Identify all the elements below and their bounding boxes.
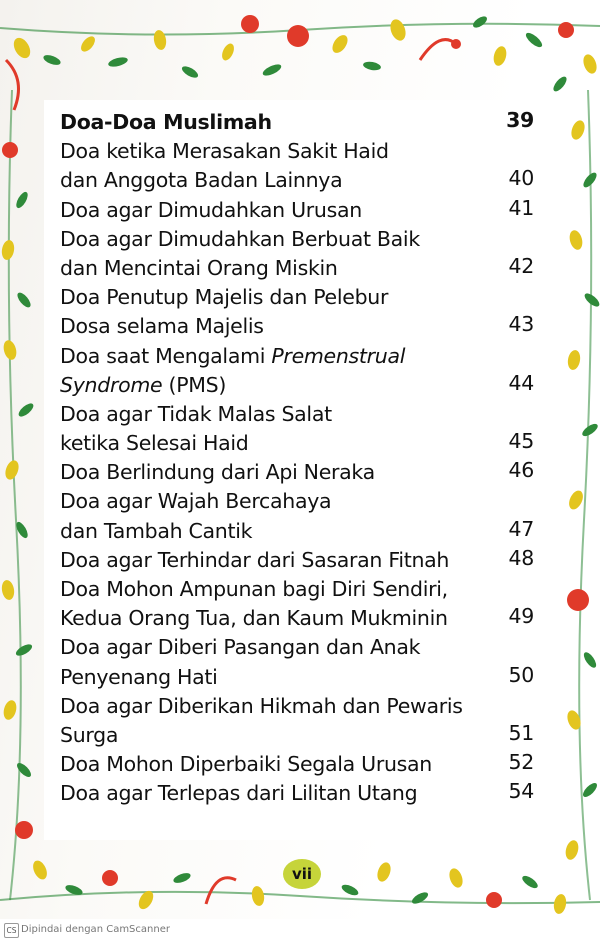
- toc-page-number: 50: [508, 662, 534, 687]
- toc-page-number: 45: [508, 429, 534, 454]
- toc-entry-text: [60, 342, 405, 371]
- toc-italic-text: Premenstrual: [271, 343, 406, 368]
- toc-entry-text: [60, 254, 338, 283]
- toc-entry-text: [60, 663, 218, 692]
- table-of-contents: [60, 108, 534, 809]
- page-number-badge: vii: [283, 859, 321, 889]
- toc-entry-line: [60, 400, 534, 429]
- toc-entry-text: [60, 692, 463, 721]
- toc-main-text: Surga: [60, 722, 119, 747]
- toc-entry-text: [60, 166, 342, 195]
- top-floral-border: [0, 14, 600, 93]
- toc-entry-text: [60, 429, 248, 458]
- toc-entry-line: [60, 254, 534, 283]
- toc-entry-line: [60, 487, 534, 516]
- toc-main-text: Doa Mohon Ampunan bagi Diri Sendiri,: [60, 577, 448, 601]
- left-floral-border: [0, 60, 35, 900]
- toc-entry-text: [60, 633, 420, 662]
- toc-main-text: Kedua Orang Tua, dan Kaum Mukminin: [60, 606, 448, 631]
- toc-entry-text: [60, 137, 389, 166]
- toc-page-number: 46: [508, 458, 534, 483]
- toc-main-text: Doa saat Mengalami: [60, 343, 272, 368]
- toc-entry-text: [60, 196, 362, 225]
- toc-page-number: 40: [508, 166, 534, 191]
- toc-entry-text: [60, 108, 272, 137]
- toc-main-text: Doa agar Wajah Bercahaya: [60, 489, 332, 514]
- toc-main-text: Doa ketika Merasakan Sakit Haid: [60, 139, 389, 164]
- scanner-footer: [0, 919, 600, 941]
- toc-entry-text: [60, 458, 375, 487]
- toc-heading: [60, 108, 534, 137]
- toc-main-text: ketika Selesai Haid: [60, 431, 249, 456]
- toc-main-text: Penyenang Hati: [60, 664, 218, 689]
- toc-page-number: 48: [508, 545, 534, 570]
- toc-main-text: Doa Penutup Majelis dan Pelebur: [60, 285, 389, 310]
- toc-page-number: 44: [508, 370, 534, 395]
- toc-entry-line: [60, 517, 534, 546]
- toc-page-number: 41: [508, 195, 534, 220]
- toc-entry-text: [60, 779, 417, 808]
- toc-entry-line: [60, 575, 534, 604]
- toc-entry-line: [60, 371, 534, 400]
- toc-page-number: 47: [508, 516, 534, 541]
- toc-main-text: dan Tambah Cantik: [60, 518, 253, 543]
- toc-page-number: 52: [508, 750, 534, 775]
- toc-page-number: 42: [508, 253, 534, 278]
- toc-entry-line: [60, 692, 534, 721]
- toc-entry-text: [60, 371, 226, 400]
- toc-page-number: 54: [508, 779, 534, 804]
- toc-entry-line: [60, 721, 534, 750]
- toc-entry-line: [60, 546, 534, 575]
- toc-entry-text: [60, 225, 420, 254]
- toc-main-text: Doa agar Dimudahkan Urusan: [60, 197, 362, 222]
- toc-main-text: Doa agar Diberikan Hikmah dan Pewaris: [60, 693, 463, 718]
- toc-entry-text: [60, 283, 388, 312]
- toc-entry-line: [60, 283, 534, 312]
- toc-entry-text: [60, 750, 432, 779]
- toc-main-text: Doa-Doa Muslimah: [60, 110, 272, 134]
- toc-entry-text: [60, 312, 264, 341]
- toc-main-text: Dosa selama Majelis: [60, 314, 264, 339]
- toc-entry-line: [60, 663, 534, 692]
- toc-entry-line: [60, 342, 534, 371]
- camscanner-logo-icon: CS: [4, 923, 19, 938]
- toc-page-number: 43: [508, 312, 534, 337]
- toc-italic-text: Syndrome: [60, 372, 163, 397]
- toc-main-text: Doa agar Tidak Malas Salat: [60, 401, 332, 426]
- toc-entry-line: [60, 429, 534, 458]
- toc-main-text: (PMS): [162, 372, 227, 397]
- toc-main-text: Doa agar Terhindar dari Sasaran Fitnah: [60, 547, 450, 572]
- toc-entry-text: [60, 400, 332, 429]
- toc-page-number: 39: [506, 108, 534, 132]
- toc-main-text: Doa Mohon Diperbaiki Segala Urusan: [60, 752, 433, 777]
- toc-entry-line: [60, 196, 534, 225]
- toc-main-text: Doa agar Dimudahkan Berbuat Baik: [60, 226, 420, 251]
- toc-entry-line: [60, 779, 534, 808]
- toc-main-text: Doa Berlindung dari Api Neraka: [60, 460, 375, 485]
- toc-entry-text: [60, 575, 448, 604]
- toc-entry-line: [60, 137, 534, 166]
- toc-main-text: dan Anggota Badan Lainnya: [60, 168, 343, 193]
- scanner-watermark-text: Dipindai dengan CamScanner: [21, 924, 170, 935]
- toc-entry-text: [60, 604, 448, 633]
- toc-entry-line: [60, 312, 534, 341]
- toc-entry-line: [60, 604, 534, 633]
- toc-entry-line: [60, 166, 534, 195]
- toc-entry-text: [60, 487, 331, 516]
- toc-page-number: 51: [508, 720, 534, 745]
- toc-main-text: Doa agar Terlepas dari Lilitan Utang: [60, 781, 418, 806]
- toc-main-text: Doa agar Diberi Pasangan dan Anak: [60, 635, 421, 660]
- toc-page-number: 49: [508, 604, 534, 629]
- toc-entry-line: [60, 225, 534, 254]
- toc-main-text: dan Mencintai Orang Miskin: [60, 255, 338, 280]
- toc-entry-text: [60, 517, 252, 546]
- toc-entry-line: [60, 750, 534, 779]
- toc-entry-line: [60, 458, 534, 487]
- toc-entry-line: [60, 633, 534, 662]
- toc-entry-text: [60, 721, 118, 750]
- toc-entry-text: [60, 546, 449, 575]
- right-floral-border: [564, 90, 600, 900]
